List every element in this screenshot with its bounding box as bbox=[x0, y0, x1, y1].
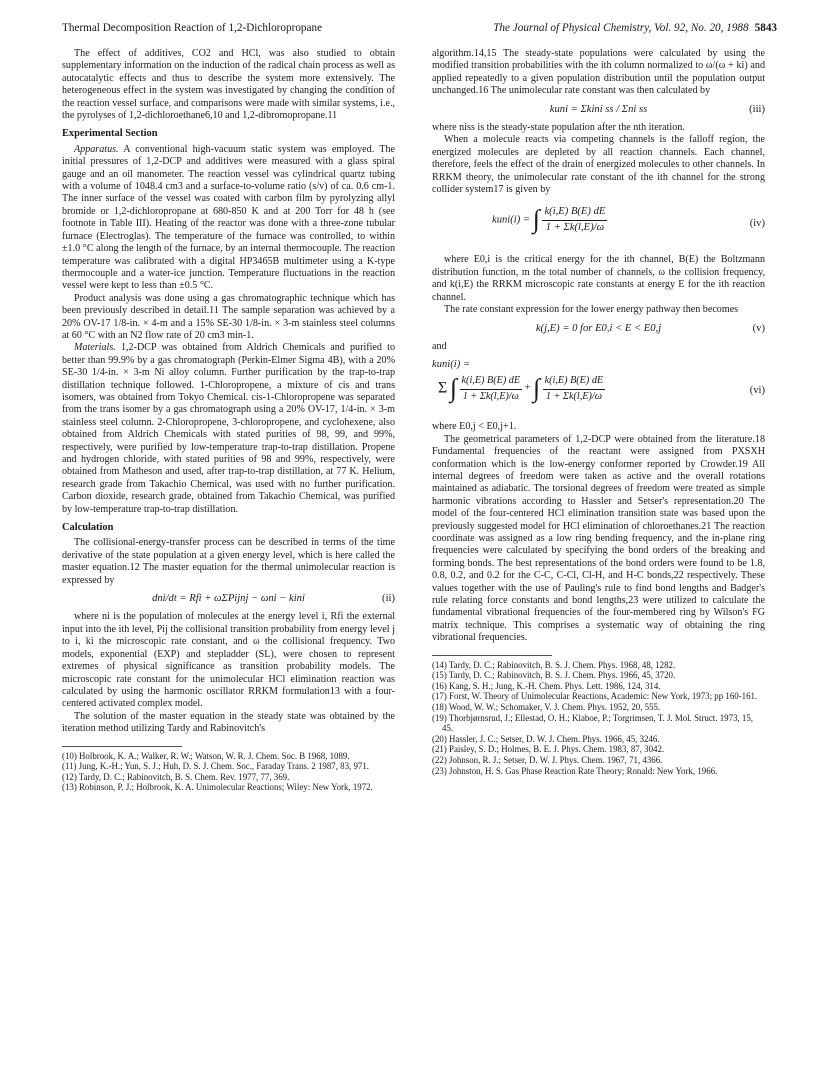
equation-vi-fraction-1 bbox=[460, 375, 523, 403]
algorithm-paragraph: algorithm.14,15 The steady-state populations were calculated by using the modified transition probabilities with the ith column normalized to ω/(ω + ki) and applied repeatedly to a given population distribution until the population output unchanged.16 The unimolecular rate constant was then calculated by bbox=[432, 48, 765, 97]
calculation-paragraph-1: The collisional-energy-transfer process can be described in terms of the time derivative of the state population at a given energy level, which is here called the master equation.12 The master equation for the thermal unimolecular reaction is expressed by bbox=[62, 537, 395, 586]
equation-vi bbox=[432, 359, 765, 415]
journal-citation: The Journal of Physical Chemistry, Vol. 92, No. 20, 1988 bbox=[493, 22, 749, 34]
footnote-22: (22) Johnson, R. J.; Setser, D. W. J. Phys. Chem. 1967, 71, 4366. bbox=[432, 754, 663, 765]
left-column bbox=[62, 48, 395, 793]
equation-iii bbox=[432, 104, 765, 116]
energy-order-note: where E0,j < E0,j+1. bbox=[432, 421, 517, 433]
footnote-21: (21) Paisley, S. D.; Holmes, B. E. J. Phys. Chem. 1983, 87, 3042. bbox=[432, 744, 665, 755]
equation-vi-number: (vi) bbox=[749, 385, 765, 397]
equation-vi-denominator-2: 1 + Σk(l,E)/ω bbox=[545, 390, 602, 402]
running-header-title: Thermal Decomposition Reaction of 1,2-Dichloropropane bbox=[62, 22, 323, 34]
experimental-section-heading: Experimental Section bbox=[62, 128, 158, 140]
integral-sign-icon: ∫ bbox=[449, 374, 457, 404]
intro-paragraph: The effect of additives, CO2 and HCl, was also studied to obtain supplementary information on the induction of the radical chain process as well as autocatalytic effects and thus to describe the system more extensively. The heterogeneous effect in the system was investigated by changing the condition of the reaction vessel surface, and comparisons were made with similar systems, i.e., the pyrolyses of 1,2-dichloroethane6,10 and 1,2-dibromopropane.11 bbox=[62, 48, 395, 122]
integral-sign-icon: ∫ bbox=[532, 374, 541, 404]
equation-v bbox=[432, 323, 765, 335]
footnote-14: (14) Tardy, D. C.; Rabinovitch, B. S. J. Chem. Phys. 1968, 48, 1282. bbox=[432, 659, 676, 670]
footnote-divider bbox=[432, 655, 552, 656]
apparatus-heading: Apparatus. bbox=[74, 143, 119, 155]
equation-vi-denominator-1: 1 + Σk(l,E)/ω bbox=[462, 390, 519, 402]
materials-paragraph bbox=[62, 342, 395, 516]
equation-ii-number: (ii) bbox=[382, 593, 395, 605]
footnote-17: (17) Forst, W. Theory of Unimolecular Reactions, Academic: New York, 1973; pp 160-161. bbox=[432, 691, 758, 702]
footnote-16: (16) Kang, S. H.; Jung, K.-H. Chem. Phys. Lett. 1986, 124, 314. bbox=[432, 680, 661, 691]
equation-iv-fraction bbox=[542, 206, 607, 234]
competing-channels-paragraph: When a molecule reacts via competing channels is the falloff region, the energized molecules are depleted by all reaction channels. Each channel, therefore, feels the effect of the drain of energized molecules to other channels. In RRKM theory, the unimolecular rate constant of the ith channel for the strong collider system17 is given by bbox=[432, 134, 765, 196]
product-analysis-paragraph: Product analysis was done using a gas chromatographic technique which has been previously described in detail.11 The sample separation was achieved by a 20% OV-17 1/8-in. × 4-m and a 15% SE-30 1/8-in. × 3-m stainless steel columns at 60 °C with an N2 flow rate of 20 cm3 min-1. bbox=[62, 292, 395, 341]
lower-energy-paragraph: The rate constant expression for the lower energy pathway then becomes bbox=[444, 304, 739, 316]
critical-energy-paragraph: where E0,i is the critical energy for the ith channel, B(E) the Boltzmann distribution function, m the total number of channels, ω the collision frequency, and k(i,E) the RRKM microscopic rate constants at energy E for the ith reaction channel. bbox=[432, 254, 765, 303]
equation-ii bbox=[62, 593, 395, 605]
and-text: and bbox=[432, 340, 447, 352]
footnote-10: (10) Holbrook, K. A.; Walker, R. W.; Watson, W. R. J. Chem. Soc. B 1968, 1089. bbox=[62, 750, 350, 761]
geometry-paragraph: The geometrical parameters of 1,2-DCP were obtained from the literature.18 Fundamental frequencies of the reactant were assigned from PXSXH conformation which is the low-energy conformer reported by Crowder.19 All internal degrees of freedom were taken as active and the overall rotations maintained as adiabatic. The torsional degrees of freedom were treated as simple harmonic vibrations according to Hassler and Setser's representation.20 The model of the four-centered HCl elimination transition state was based upon the previously suggested model for HCl elimination of chloroethanes.21 The reaction coordinate was assigned as a low ring bending frequency, and the in-plane ring frequencies were calculated by specifying the bond orders of the breaking and forming bonds. The best representations of the bond orders were found to be 1.8, 0.8, 0.2, and 0.2 for the C-C, C-Cl, Cl-H, and H-C bonds,22 respectively. These values together with the use of Pauling's rule to find bond lengths and Badger's rule relating force constants and bond lengths,23 were utilized to calculate the fundamental vibrational frequencies of the four-membered ring by Wilson's FG matrix technique. This comprises a systematic way of obtaining the ring vibrational frequencies. bbox=[432, 433, 765, 644]
equation-v-number: (v) bbox=[752, 322, 765, 334]
footnote-13: (13) Robinson, P. J.; Holbrook, K. A. Unimolecular Reactions; Wiley: New York, 1972. bbox=[62, 782, 373, 793]
steady-state-note: where niss is the steady-state population after the nth iteration. bbox=[432, 122, 685, 134]
equation-iv-lhs: kuni(i) = bbox=[492, 214, 531, 226]
equation-vi-lhs: kuni(i) = bbox=[432, 359, 471, 371]
integral-sign-icon: ∫ bbox=[532, 205, 540, 235]
page-number: 5843 bbox=[754, 22, 777, 34]
equation-iii-number: (iii) bbox=[749, 103, 765, 115]
calculation-paragraph-3: The solution of the master equation in the steady state was obtained by the iteration method utilizing Tardy and Rabinovitch's bbox=[62, 710, 395, 735]
footnote-15: (15) Tardy, D. C.; Rabinovitch, B. S. J. Chem. Phys. 1966, 45, 3720. bbox=[432, 670, 676, 681]
equation-vi-numerator-1: k(i,E) B(E) dE bbox=[460, 375, 523, 389]
apparatus-text: A conventional high-vacuum static system was employed. The initial pressures of 1,2-DCP and additives were measured with a glass spiral gauge and an oil manometer. The reaction vessel was cylindrical quartz tubing with a volume of 1048.4 cm3 and a surface-to-volume ratio (s/v) of ca. 0.6 cm-1. The inner surface of the vessel was coated with carbon film by pyrolyzing allyl bromide or 1,2-dichloropropane at 680-850 K and at 200 Torr for 48 h (see footnote in Table III). Heating of the reactor was done with a three-zone tubular furnace (Electroglas). The temperature of the furnace was controlled, to within ±1.0 °C along the length of the furnace, by an internal thermocouple. The reaction temperature was calibrated with a digital HP3465B multimeter using a K-type thermocouple and a water-ice junction. Temperature fluctuations in the reaction vessel were kept to less than ±0.5 °C. bbox=[62, 143, 395, 292]
equation-vi-numerator-2: k(i,E) B(E) dE bbox=[543, 375, 606, 389]
calculation-paragraph-2: where ni is the population of molecules at the energy level i, Rfi the external input into the ith level, Pij the collisional transition probability from energy level j to i, ki the microscopic rate constant, and ω the collisional frequency. Two models, exponential (EXP) and stepladder (SL), were chosen to represent extremes of physical significance as transition probability models. The microscopic rate constant for the unimolecular HCl elimination reaction was calculated by using the harmonic oscillator RRKM formulation13 with a four-centered activated complex model. bbox=[62, 611, 395, 710]
footnote-divider bbox=[62, 746, 182, 747]
equation-v-body: k(j,E) = 0 for E0,i < E < E0,j bbox=[535, 322, 662, 334]
footnote-23: (23) Johnston, H. S. Gas Phase Reaction Rate Theory; Ronald: New York, 1966. bbox=[432, 765, 718, 776]
equation-vi-fraction-2 bbox=[543, 375, 606, 403]
materials-heading: Materials. bbox=[74, 342, 116, 354]
footnote-11: (11) Jung, K.-H.; Yun, S. J.; Huh, D. S. J. Chem. Soc., Faraday Trans. 2 1987, 83, 971. bbox=[62, 761, 370, 772]
footnote-18: (18) Wood, W. W.; Schomaker, V. J. Chem. Phys. 1952, 20, 555. bbox=[432, 702, 661, 712]
calculation-section-heading: Calculation bbox=[62, 522, 114, 534]
footnote-19: (19) Thorbjørnsrud, J.; Ellestad, O. H.; Klaboe, P.; Torgrimsen, T. J. Mol. Struct. 1973, 15, 45. bbox=[432, 712, 753, 734]
equation-iii-body: kuni = Σkini ss / Σni ss bbox=[549, 103, 648, 115]
equation-ii-body: dni/dt = Rfi + ωΣPijnj − ωni − kini bbox=[152, 593, 305, 605]
equation-iv-number: (iv) bbox=[749, 218, 765, 230]
equation-iv bbox=[432, 202, 765, 248]
apparatus-paragraph bbox=[62, 144, 395, 293]
plus-sign: + bbox=[524, 383, 531, 395]
summation-sign-icon: Σ bbox=[438, 380, 448, 398]
right-column bbox=[432, 48, 765, 776]
equation-iv-numerator: k(i,E) B(E) dE bbox=[542, 206, 607, 220]
equation-iv-denominator: 1 + Σk(l,E)/ω bbox=[545, 221, 605, 233]
materials-text: 1,2-DCP was obtained from Aldrich Chemicals and purified to better than 99.9% by a gas chromatograph (Perkin-Elmer Sigma 4B), with a 20% SE-30 1/4-in. × 3-m Ni alloy column. Further purification by the trap-to-trap distillation technique followed. 1-Chloropropene, a mixture of cis and trans isomers, was obtained from Tokyo Chemical. cis-1-Chloropropene was separated from the trans isomer by a gas chromatograph using a 20% OV-17, 1/4-in. × 3-m stainless steel column. 2-Chloropropene, 3-chloropropene, and cyclohexene, also obtained from Aldrich Chemicals with stated purities of 98, 99, and 99%, respectively, were purified by low-temperature trap-to-trap distillation. Propene and hydrogen chloride, with stated purities of 98 and 99%, respectively, were obtained from Matheson and used, after trap-to-trap distillation, at 77 K. Helium, research grade from Takachio Chemical, was used with no further purification. Carbon dioxide, research grade, obtained from Takachio Chemical, was purified by low-temperature trap-to-trap distillation. bbox=[62, 342, 395, 515]
running-header-journal bbox=[493, 22, 777, 34]
footnote-12: (12) Tardy, D. C.; Rabinovitch, B. S. Chem. Rev. 1977, 77, 369. bbox=[62, 771, 290, 782]
footnote-20: (20) Hassler, J. C.; Setser, D. W. J. Chem. Phys. 1966, 45, 3246. bbox=[432, 733, 660, 744]
